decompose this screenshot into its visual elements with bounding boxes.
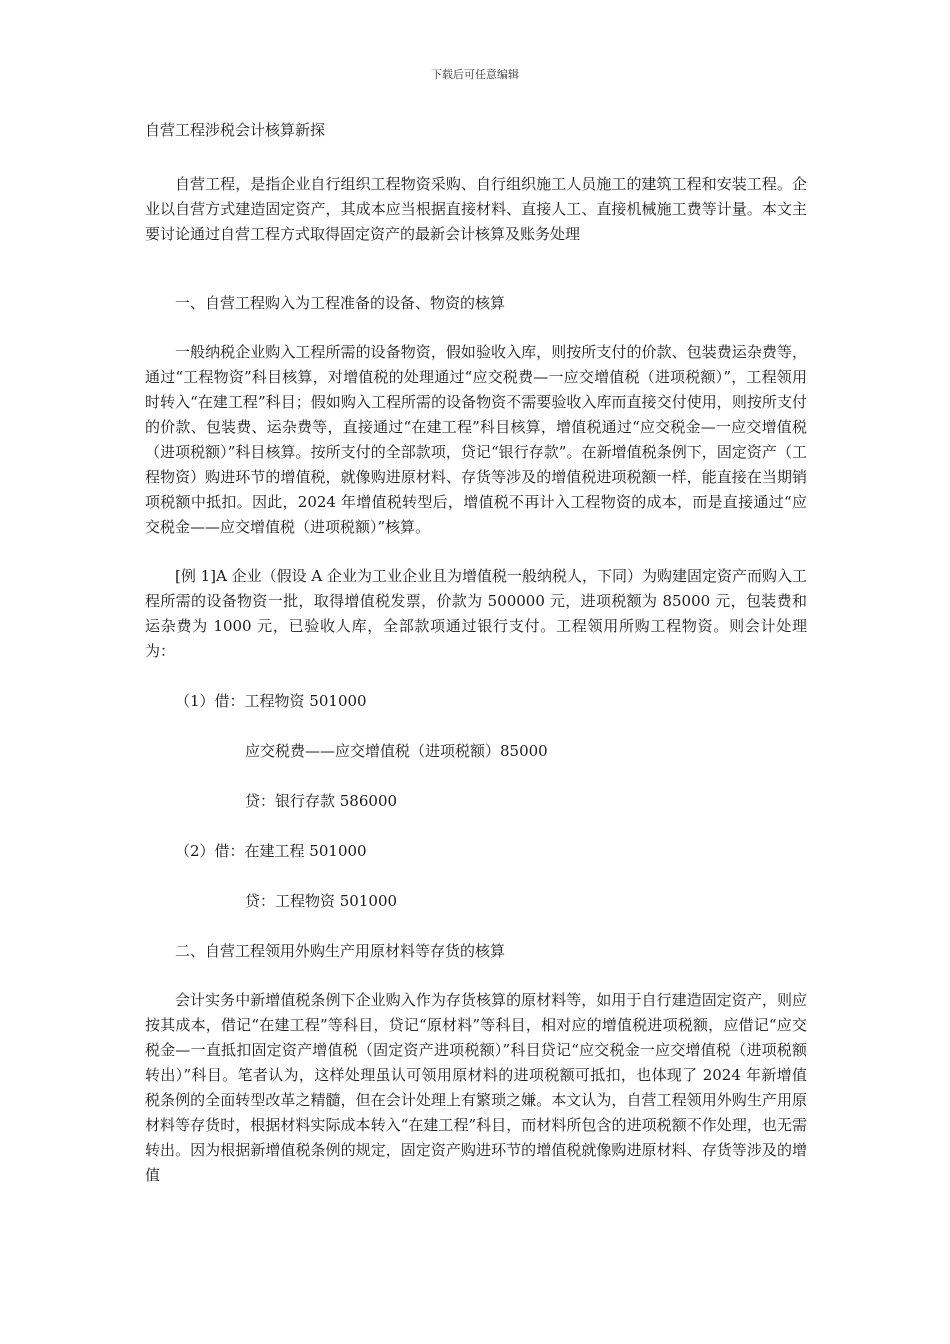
document-title: 自营工程涉税会计核算新探 <box>145 121 326 139</box>
example1-paragraph: [例 1]A 企业（假设 A 企业为工业企业且为增值税一般纳税人，下同）为购建固定资产而购入工程所需的设备物资一批，取得增值税发票，价款为 500000 元，进项税额为 85000 元，包装费和运杂费为 1000 元，已验收人库，全部款项通过银行支付。工程领用所购工程物资。则会计处理为： <box>145 567 807 660</box>
section1-heading: 一、自营工程购入为工程准备的设备、物资的核算 <box>175 294 506 312</box>
document-body <box>145 118 807 1188</box>
entry2-debit: （2）借：在建工程 501000 <box>175 842 367 860</box>
download-note: 下载后可任意编辑 <box>431 68 519 81</box>
section2-heading: 二、自营工程领用外购生产用原材料等存货的核算 <box>175 942 506 960</box>
section1-paragraph: 一般纳税企业购入工程所需的设备物资，假如验收入库，则按所支付的价款、包装费运杂费等，通过“工程物资”科目核算，对增值税的处理通过“应交税费—一应交增值税（进项税额）”，工程领用时转入“在建工程”科目；假如购入工程所需的设备物资不需要验收入库而直接交付使用，则按所支付的价款、包装费、运杂费等，直接通过“在建工程”科目核算，增值税通过“应交税金—一应交增值税（进项税额）”科目核算。按所支付的全部款项，贷记“银行存款”。在新增值税条例下，固定资产（工程物资）购进环节的增值税，就像购进原材料、存货等涉及的增值税进项税额一样，能直接在当期销项税额中抵扣。因此，2024 年增值税转型后，增值税不再计入工程物资的成本，而是直接通过“应交税金——应交增值税（进项税额）”核算。 <box>145 343 807 536</box>
entry1-debit-tax: 应交税费——应交增值税（进项税额）85000 <box>245 742 548 760</box>
entry1-credit: 贷：银行存款 586000 <box>245 792 398 810</box>
entry2-credit: 贷：工程物资 501000 <box>245 892 398 910</box>
intro-paragraph: 自营工程，是指企业自行组织工程物资采购、自行组织施工人员施工的建筑工程和安装工程。企业以自营方式建造固定资产，其成本应当根据直接材料、直接人工、直接机械施工费等计量。本文主要讨论通过自营工程方式取得固定资产的最新会计核算及账务处理 <box>145 175 807 243</box>
entry1-debit: （1）借：工程物资 501000 <box>175 692 367 710</box>
section2-paragraph: 会计实务中新增值税条例下企业购入作为存货核算的原材料等，如用于自行建造固定资产，则应按其成本，借记“在建工程”等科目，贷记“原材料”等科目，相对应的增值税进项税额，应借记“应交税金—一直抵扣固定资产增值税（固定资产进项税额）”科目贷记“应交税金一应交增值税（进项税额转出）”科目。笔者认为，这样处理虽认可领用原材料的进项税额可抵扣，也体现了 2024 年新增值税条例的全面转型改革之精髓，但在会计处理上有繁琐之嫌。本文认为，自营工程领用外购生产用原材料等存货时，根据材料实际成本转入“在建工程”科目，而材料所包含的进项税额不作处理，也无需转出。因为根据新增值税条例的规定，固定资产购进环节的增值税就像购进原材料、存货等涉及的增值 <box>145 991 807 1184</box>
